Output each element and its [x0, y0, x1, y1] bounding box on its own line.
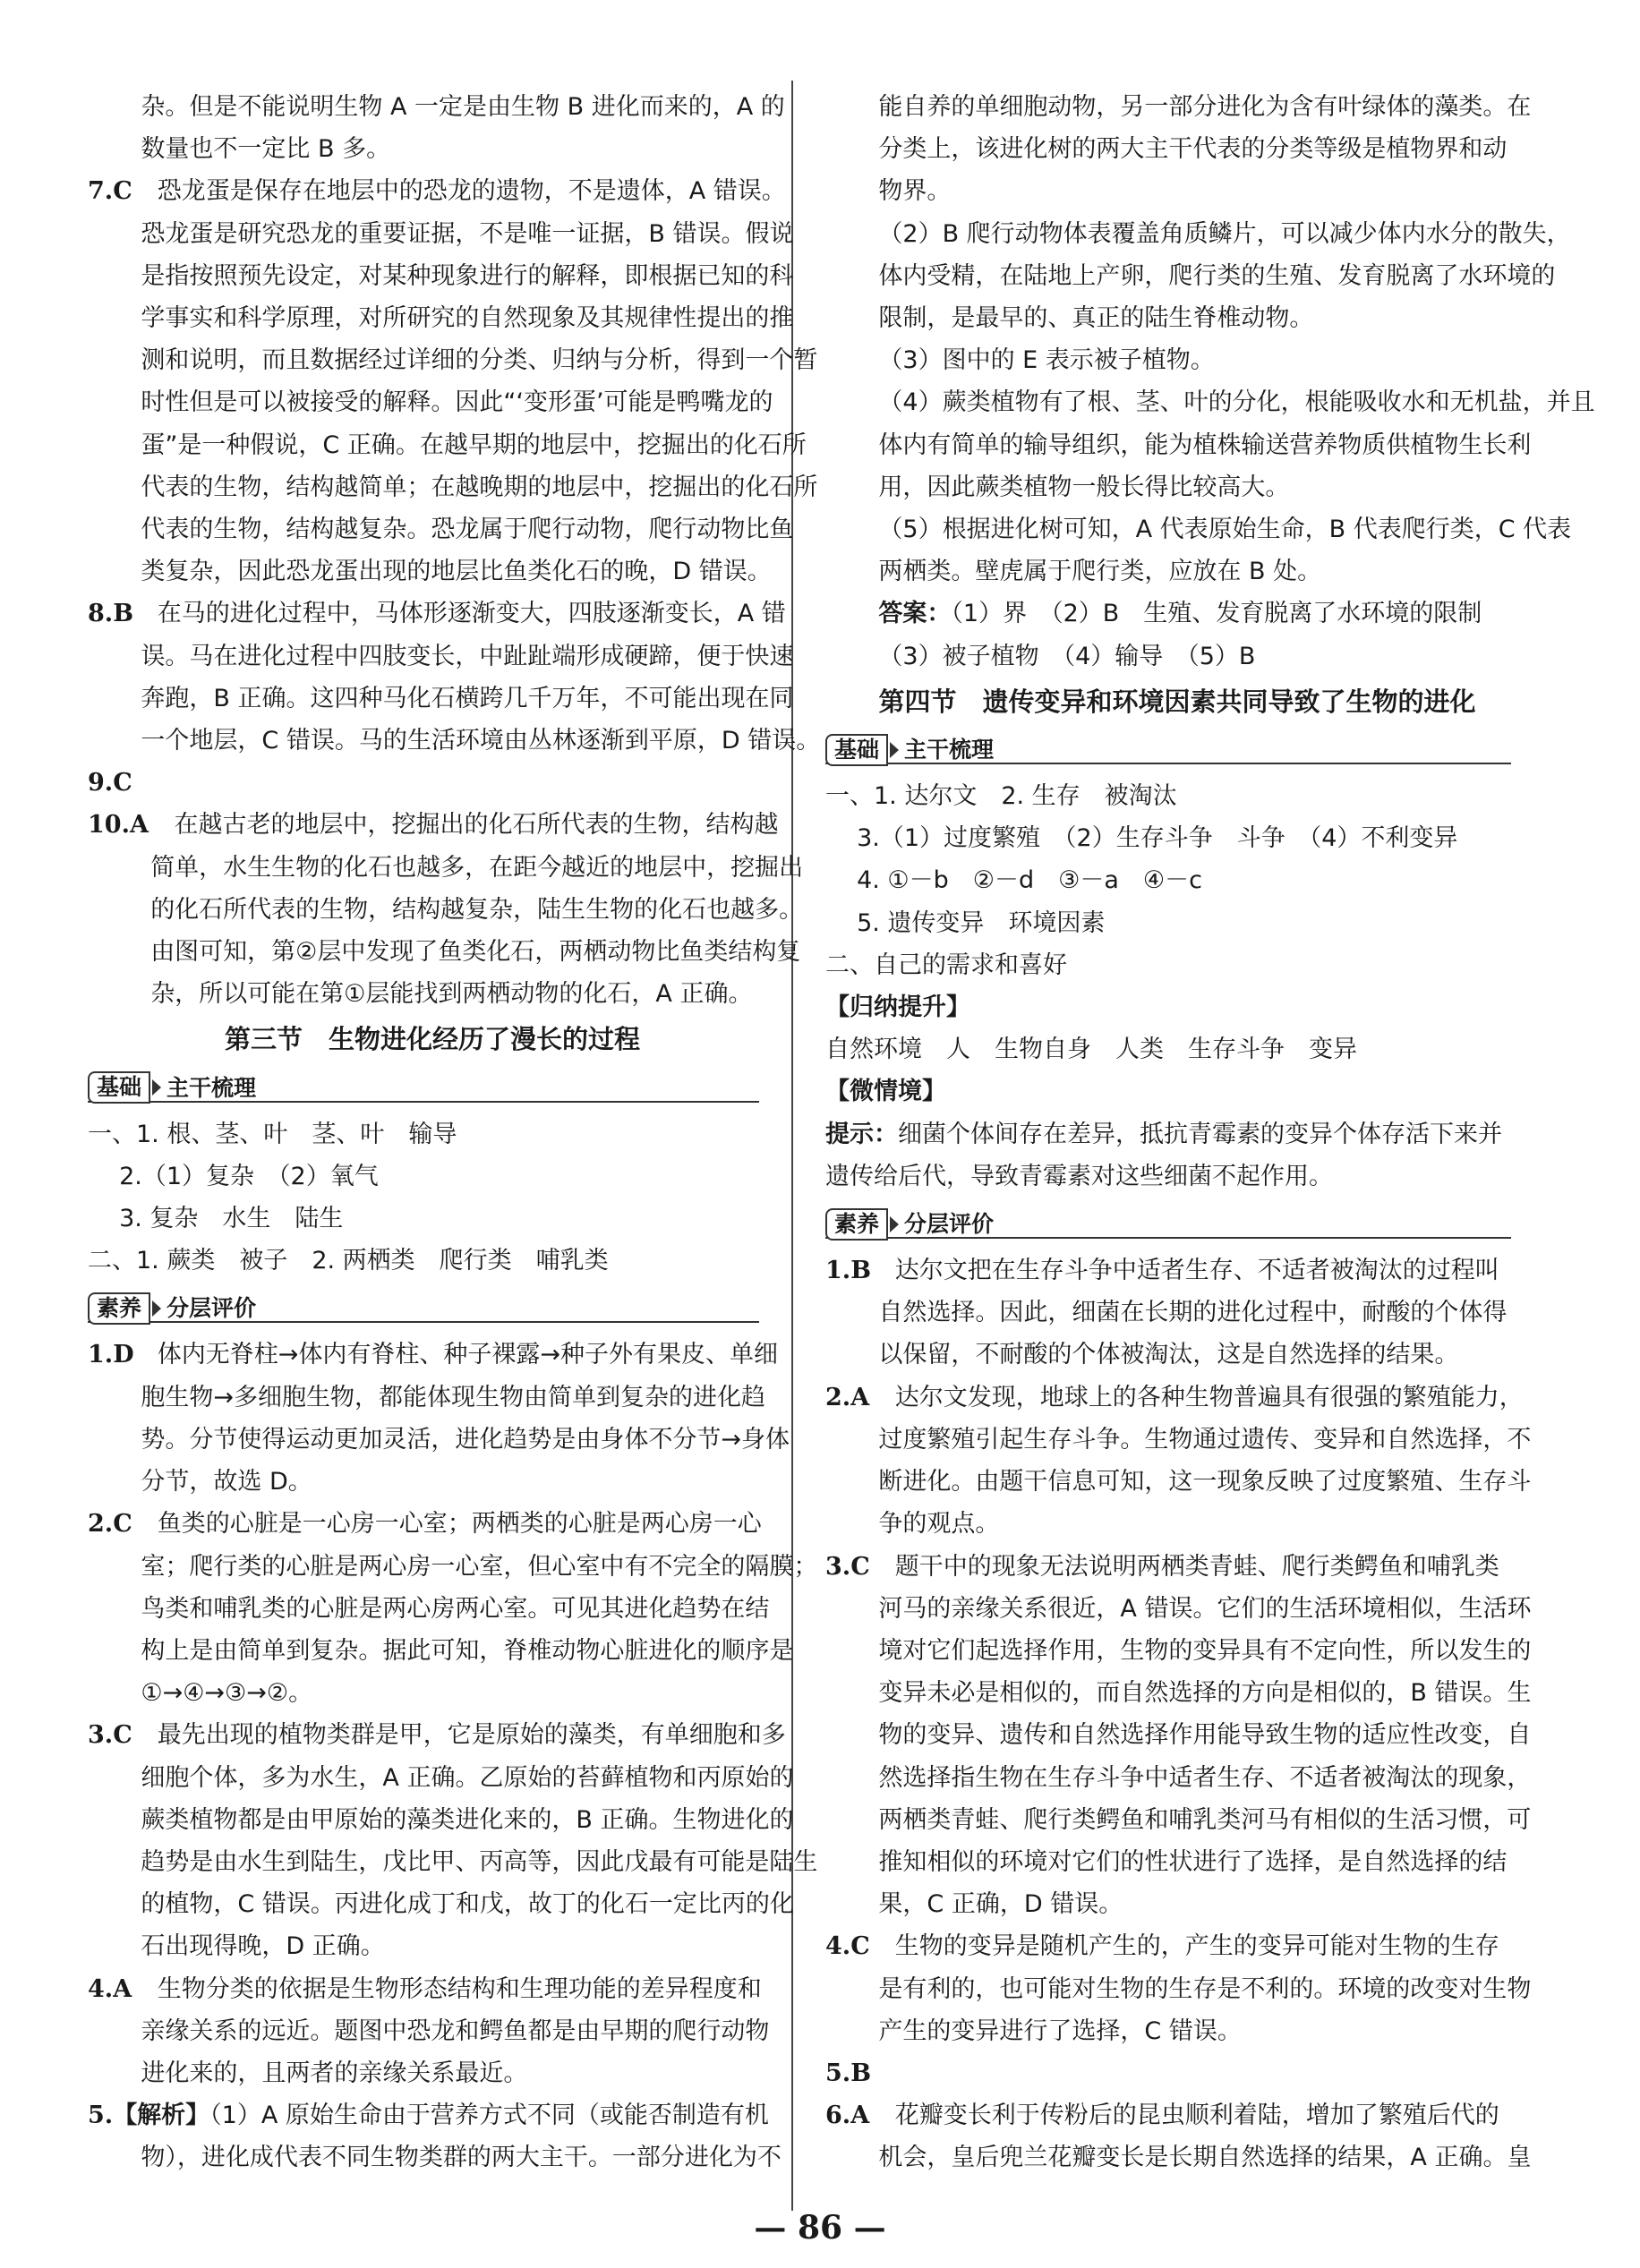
answer-letter: D — [113, 1341, 134, 1369]
text-line: 二、自己的需求和喜好 — [825, 951, 1067, 979]
text-line: 石出现得晚，D 正确。 — [141, 1932, 385, 1961]
text-line: 的植物，C 错误。丙进化成丁和戊，故丁的化石一定比丙的化 — [141, 1890, 794, 1919]
arrow-icon — [890, 1216, 899, 1232]
answer-letter: C — [113, 1721, 132, 1750]
question-number: 2. — [825, 1383, 851, 1411]
section-tag-basics — [88, 1067, 777, 1104]
text-line: 误。马在进化过程中四肢变长，中趾趾端形成硬蹄，便于快速 — [141, 642, 794, 670]
question-number: 2. — [88, 1510, 114, 1539]
answer-letter: A — [129, 811, 149, 840]
text-line: 能自养的单细胞动物，另一部分进化为含有叶绿体的藻类。在 — [878, 93, 1532, 121]
text-line: 物界。 — [878, 177, 952, 206]
exercise-1 — [825, 1249, 1529, 1377]
text-line: 物的变异、遗传和自然选择作用能导致生物的适应性改变，自 — [878, 1721, 1532, 1750]
tag-label: 主干梳理 — [167, 1074, 257, 1101]
text-line: 过度繁殖引起生存斗争。生物通过遗传、变异和自然选择，不 — [878, 1425, 1532, 1454]
exercise-5 — [88, 2094, 782, 2178]
text-line: （5）根据进化树可知，A 代表原始生命，B 代表爬行类，C 代表 — [878, 516, 1572, 544]
question-number: 4. — [88, 1974, 114, 2003]
text-line: 进化来的，且两者的亲缘关系最近。 — [141, 2059, 528, 2087]
text-line: （1）界 （2）B 生殖、发育脱离了水环境的限制 — [951, 600, 1482, 628]
text-line: 限制，是最早的、真正的陆生脊椎动物。 — [878, 304, 1314, 333]
text-line: 3.（1）过度繁殖 （2）生存斗争 斗争 （4）不利变异 — [857, 824, 1458, 853]
answer-letter: C — [113, 177, 132, 206]
question-number: 6. — [825, 2102, 851, 2130]
tag-box: 素养 — [825, 1208, 888, 1241]
text-line: （2）B 爬行动物体表覆盖角质鳞片，可以减少体内水分的散失， — [878, 219, 1571, 248]
question-number: 1. — [88, 1341, 114, 1369]
answer-letter: C — [113, 1510, 132, 1539]
section-tag-basics — [825, 729, 1529, 766]
text-line: 花瓣变长利于传粉后的昆虫顺利着陆，增加了繁殖后代的 — [894, 2102, 1499, 2130]
text-line: 产生的变异进行了选择，C 错误。 — [878, 2016, 1242, 2045]
tag-label: 分层评价 — [167, 1295, 257, 1322]
text-line: 争的观点。 — [878, 1510, 1000, 1539]
text-line: 杂。但是不能说明生物 A 一定是由生物 B 进化而来的，A 的 — [141, 93, 785, 121]
text-line: 时性但是可以被接受的解释。因此“‘变形蛋’可能是鸭嘴龙的 — [141, 388, 773, 417]
micro-scenario-tag: 【微情境】 — [825, 1078, 946, 1106]
text-line: 果，C 正确，D 错误。 — [878, 1890, 1123, 1919]
question-10 — [88, 804, 804, 1015]
text-line: 蛋”是一种假说，C 正确。在越早期的地层中，挖掘出的化石所 — [141, 431, 807, 459]
text-line: 河马的亲缘关系很近，A 错误。它们的生活环境相似，生活环 — [878, 1594, 1532, 1623]
arrow-icon — [152, 1300, 161, 1317]
question-9 — [88, 762, 777, 804]
text-line: 然选择指生物在生存斗争中适者生存、不适者被淘汰的现象， — [878, 1763, 1532, 1792]
text-line: 分类上，该进化树的两大主干代表的分类等级是植物界和动 — [878, 135, 1508, 164]
text-line: 代表的生物，结构越复杂。恐龙属于爬行动物，爬行动物比鱼 — [141, 516, 794, 544]
question-number: 10. — [88, 811, 130, 840]
text-line: 境对它们起选择作用，生物的变异具有不定向性，所以发生的 — [878, 1636, 1532, 1665]
answer-letter: A — [850, 1383, 870, 1411]
text-line: 二、1. 蕨类 被子 2. 两栖类 爬行类 哺乳类 — [88, 1247, 609, 1275]
text-line: 生物的变异是随机产生的，产生的变异可能对生物的生存 — [894, 1932, 1499, 1961]
analysis-tag: 【解析】 — [113, 2102, 210, 2130]
question-8 — [88, 593, 821, 762]
text-line: 恐龙蛋是研究恐龙的重要证据，不是唯一证据，B 错误。假说 — [141, 219, 794, 248]
question-number: 7. — [88, 177, 114, 206]
hint-label: 提示： — [825, 1120, 898, 1148]
page-number: — 86 — — [754, 2209, 886, 2247]
answer-letter: B — [850, 1257, 872, 1285]
question-number: 3. — [825, 1552, 851, 1581]
right-column — [825, 86, 1595, 2179]
answer-letter: C — [113, 769, 132, 797]
arrow-icon — [152, 1079, 161, 1096]
text-line: 3. 复杂 水生 陆生 — [119, 1205, 344, 1233]
text-line: （3）图中的 E 表示被子植物。 — [878, 346, 1215, 375]
answer-letter: A — [113, 1974, 132, 2003]
text-line: 蕨类植物都是由甲原始的藻类进化来的，B 正确。生物进化的 — [141, 1805, 794, 1834]
text-line: 恐龙蛋是保存在地层中的恐龙的遗物，不是遗体，A 错误。 — [157, 177, 786, 206]
text-line: 测和说明，而且数据经过详细的分类、归纳与分析，得到一个暂 — [141, 346, 818, 375]
text-line: 室；爬行类的心脏是两心房一心室，但心室中有不完全的隔膜； — [141, 1552, 818, 1581]
section-title: 第四节 遗传变异和环境因素共同导致了生物的进化 — [878, 686, 1476, 717]
question-number: 8. — [88, 600, 114, 628]
text-line: 一、1. 达尔文 2. 生存 被淘汰 — [825, 782, 1177, 811]
answer-letter: A — [850, 2102, 870, 2130]
left-column — [88, 86, 821, 2179]
tag-box: 素养 — [88, 1292, 150, 1325]
text-line: 鸟类和哺乳类的心脏是两心房两心室。可见其进化趋势在结 — [141, 1594, 770, 1623]
text-line: 题干中的现象无法说明两栖类青蛙、爬行类鳄鱼和哺乳类 — [894, 1552, 1499, 1581]
question-number: 1. — [825, 1257, 851, 1285]
section-tag-evaluation — [88, 1287, 777, 1325]
text-line: 达尔文把在生存斗争中适者生存、不适者被淘汰的过程叫 — [894, 1257, 1499, 1285]
section-tag-evaluation — [825, 1203, 1529, 1241]
induce-text: 自然环境 人 生物自身 人类 生存斗争 变异 — [825, 1036, 1357, 1064]
text-line: 简单，水生生物的化石也越多，在距今越近的地层中，挖掘出 — [150, 853, 804, 882]
intro-block — [88, 86, 785, 170]
text-line: 达尔文发现，地球上的各种生物普遍具有很强的繁殖能力， — [894, 1383, 1524, 1411]
text-line: （1）A 原始生命由于营养方式不同（或能否制造有机 — [209, 2102, 769, 2130]
text-line: 生物分类的依据是生物形态结构和生理功能的差异程度和 — [157, 1974, 762, 2003]
text-line: 用，因此蕨类植物一般长得比较高大。 — [878, 473, 1290, 501]
text-line: 奔跑，B 正确。这四种马化石横跨几千万年，不可能出现在同 — [141, 684, 794, 712]
text-line: 是指按照预先设定，对某种现象进行的解释，即根据已知的科 — [141, 261, 794, 290]
text-line: 由图可知，第②层中发现了鱼类化石，两栖动物比鱼类结构复 — [150, 938, 801, 967]
text-line: 类复杂，因此恐龙蛋出现的地层比鱼类化石的晚，D 错误。 — [141, 558, 772, 586]
tag-box: 基础 — [88, 1071, 150, 1104]
exercise-5-continued — [825, 86, 1595, 678]
question-number: 9. — [88, 769, 114, 797]
text-line: 的化石所代表的生物，结构越复杂，陆生生物的化石也越多。 — [150, 895, 804, 924]
text-line: 体内无脊柱→体内有脊柱、种子裸露→种子外有果皮、单细 — [157, 1341, 778, 1369]
text-line: 是有利的，也可能对生物的生存是不利的。环境的改变对生物 — [878, 1974, 1532, 2003]
text-line: 在越古老的地层中，挖掘出的化石所代表的生物，结构越 — [174, 811, 779, 840]
text-line: 体内有简单的输导组织，能为植株输送营养物质供植物生长利 — [878, 431, 1532, 459]
question-number: 5. — [88, 2102, 114, 2130]
exercise-5 — [825, 2052, 1529, 2094]
answer-letter: B — [850, 2059, 872, 2087]
section-title: 第三节 生物进化经历了漫长的过程 — [224, 1024, 640, 1055]
text-line: 细菌个体间存在差异，抵抗青霉素的变异个体存活下来并 — [898, 1120, 1502, 1148]
basics-list — [825, 775, 1529, 986]
text-line: 物），进化成代表不同生物类群的两大主干。一部分进化为不 — [141, 2144, 782, 2172]
tag-label: 主干梳理 — [904, 737, 995, 763]
exercise-4 — [825, 1925, 1532, 2052]
arrow-icon — [890, 742, 899, 758]
induce-tag: 【归纳提升】 — [825, 993, 970, 1022]
text-line: 机会，皇后兜兰花瓣变长是长期自然选择的结果，A 正确。皇 — [878, 2144, 1532, 2172]
text-line: 趋势是由水生到陆生，戊比甲、丙高等，因此戊最有可能是陆生 — [141, 1847, 818, 1876]
text-line: 一个地层，C 错误。马的生活环境由丛林逐渐到平原，D 错误。 — [141, 727, 821, 755]
tag-box: 基础 — [825, 734, 888, 766]
text-line: 数量也不一定比 B 多。 — [141, 135, 391, 164]
question-number: 5. — [825, 2059, 851, 2087]
text-line: 遗传给后代，导致青霉素对这些细菌不起作用。 — [825, 1162, 1333, 1190]
text-line: 最先出现的植物类群是甲，它是原始的藻类，有单细胞和多 — [157, 1721, 786, 1750]
text-line: 两栖类青蛙、爬行类鳄鱼和哺乳类河马有相似的生活习惯，可 — [878, 1805, 1532, 1834]
text-line: 势。分节使得运动更加灵活，进化趋势是由身体不分节→身体 — [141, 1425, 790, 1454]
exercise-3 — [825, 1546, 1532, 1926]
tag-label: 分层评价 — [904, 1211, 995, 1238]
text-line: 代表的生物，结构越简单；在越晚期的地层中，挖掘出的化石所 — [141, 473, 818, 501]
text-line: 分节，故选 D。 — [141, 1468, 312, 1496]
text-line: 一、1. 根、茎、叶 茎、叶 输导 — [88, 1120, 457, 1148]
exercise-6 — [825, 2094, 1532, 2178]
text-line: （3）被子植物 （4）输导 （5）B — [878, 642, 1256, 670]
text-line: 亲缘关系的远近。题图中恐龙和鳄鱼都是由早期的爬行动物 — [141, 2016, 770, 2045]
text-line: 在马的进化过程中，马体形逐渐变大，四肢逐渐变长，A 错 — [157, 600, 786, 628]
exercise-2 — [88, 1503, 818, 1714]
text-line: 学事实和科学原理，对所研究的自然现象及其规律性提出的推 — [141, 304, 794, 333]
exercise-3 — [88, 1714, 818, 1967]
answer-letter: B — [113, 600, 134, 628]
exercise-2 — [825, 1377, 1532, 1546]
text-line: 自然选择。因此，细菌在长期的进化过程中，耐酸的个体得 — [878, 1299, 1508, 1327]
text-line: 变异未必是相似的，而自然选择的方向是相似的，B 错误。生 — [878, 1679, 1532, 1708]
answer-letter: C — [850, 1932, 870, 1961]
text-line: 细胞个体，多为水生，A 正确。乙原始的苔藓植物和丙原始的 — [141, 1763, 794, 1792]
text-line: 5. 遗传变异 环境因素 — [857, 908, 1106, 937]
text-line: 推知相似的环境对它们的性状进行了选择，是自然选择的结 — [878, 1847, 1508, 1876]
text-line: 体内受精，在陆地上产卵，爬行类的生殖、发育脱离了水环境的 — [878, 261, 1556, 290]
exercise-1 — [88, 1334, 790, 1503]
exercise-4 — [88, 1968, 777, 2095]
text-line: 构上是由简单到复杂。据此可知，脊椎动物心脏进化的顺序是 — [141, 1636, 794, 1665]
text-line: 2.（1）复杂 （2）氧气 — [119, 1162, 379, 1190]
answer-letter: C — [850, 1552, 870, 1581]
text-line: 杂，所以可能在第①层能找到两栖动物的化石，A 正确。 — [150, 980, 753, 1009]
basics-list — [88, 1113, 777, 1283]
answer-label: 答案： — [878, 600, 952, 628]
text-line: 鱼类的心脏是一心房一心室；两栖类的心脏是两心房一心 — [157, 1510, 762, 1539]
text-line: 断进化。由题干信息可知，这一现象反映了过度繁殖、生存斗 — [878, 1468, 1532, 1496]
question-number: 3. — [88, 1721, 114, 1750]
question-7 — [88, 170, 818, 593]
text-line: （4）蕨类植物有了根、茎、叶的分化，根能吸收水和无机盐，并且 — [878, 388, 1595, 417]
text-line: 4. ①－b ②－d ③－a ④－c — [857, 866, 1202, 895]
text-line: 两栖类。壁虎属于爬行类，应放在 B 处。 — [878, 558, 1322, 586]
text-line: ①→④→③→②。 — [141, 1679, 313, 1708]
question-number: 4. — [825, 1932, 851, 1961]
text-line: 以保留，不耐酸的个体被淘汰，这是自然选择的结果。 — [878, 1341, 1459, 1369]
text-line: 胞生物→多细胞生物，都能体现生物由简单到复杂的进化趋 — [141, 1383, 766, 1411]
